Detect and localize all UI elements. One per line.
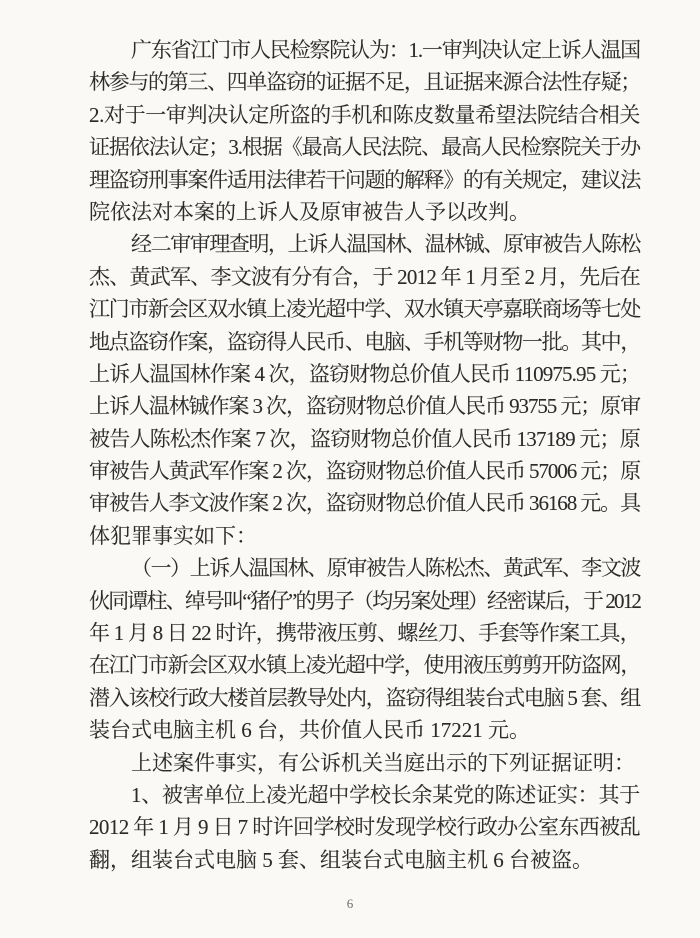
text-line	[89, 423, 640, 455]
text-line-content: 林参与的第三、四单盗窃的证据不足，且证据来源合法性存疑；	[89, 70, 640, 95]
paragraph	[89, 779, 640, 876]
text-line-content: 年 1 月 8 日 22 时许，携带液压剪、螺丝刀、手套等作案工具，	[89, 621, 640, 646]
text-line	[89, 649, 640, 681]
text-line	[89, 131, 640, 163]
text-line-content: 2.对于一审判决认定所盗的手机和陈皮数量希望法院结合相关	[89, 102, 640, 127]
text-line-content: （一）上诉人温国林、原审被告人陈松杰、黄武军、李文波	[131, 556, 640, 581]
text-line-content: 审被告人李文波作案 2 次，盗窃财物总价值人民币 36168 元。具	[89, 491, 640, 516]
text-line	[89, 455, 640, 487]
text-line-content: 伙同谭柱、绰号叫“猪仔”的男子（均另案处理）经密谋后，于 2012	[89, 588, 640, 613]
text-line	[89, 261, 640, 293]
text-line-content: 证据依法认定；3.根据《最高人民法院、最高人民检察院关于办	[89, 135, 640, 160]
text-line	[89, 196, 640, 228]
text-line-content: 在江门市新会区双水镇上凌光超中学，使用液压剪剪开防盗网，	[89, 653, 640, 678]
text-line	[89, 99, 640, 131]
text-line	[89, 811, 640, 843]
text-line-content: 上诉人温国林作案 4 次，盗窃财物总价值人民币 110975.95 元；	[89, 361, 641, 386]
text-line-content: 理盗窃刑事案件适用法律若干问题的解释》的有关规定，建议法	[89, 167, 640, 192]
text-line	[89, 358, 640, 390]
text-line-content: 1、被害单位上凌光超中学校长余某党的陈述证实：其于	[131, 782, 640, 807]
document-body	[89, 34, 640, 876]
text-line	[89, 714, 640, 746]
text-line-content: 上述案件事实，有公诉机关当庭出示的下列证据证明：	[131, 750, 635, 775]
paragraph	[89, 34, 640, 228]
text-line	[89, 779, 640, 811]
text-line-content: 装台式电脑主机 6 台，共价值人民币 17221 元。	[89, 718, 530, 743]
text-line-content: 经二审审理查明，上诉人温国林、温林铖、原审被告人陈松	[131, 232, 640, 257]
text-line	[89, 390, 640, 422]
text-line	[89, 34, 640, 66]
text-line	[89, 552, 640, 584]
text-line-content: 审被告人黄武军作案 2 次，盗窃财物总价值人民币 57006 元；原	[89, 459, 640, 484]
text-line	[89, 164, 640, 196]
text-line	[89, 520, 640, 552]
text-line-content: 翻，组装台式电脑 5 套、组装台式电脑主机 6 台被盗。	[89, 847, 593, 872]
text-line-content: 江门市新会区双水镇上凌光超中学、双水镇天亭嘉联商场等七处	[89, 297, 640, 322]
text-line	[89, 682, 640, 714]
text-line	[89, 326, 640, 358]
text-line-content: 院依法对本案的上诉人及原审被告人予以改判。	[89, 199, 530, 224]
text-line	[89, 747, 640, 779]
text-line-content: 上诉人温林铖作案 3 次，盗窃财物总价值人民币 93755 元；原审	[89, 394, 640, 419]
text-line	[89, 844, 640, 876]
text-line	[89, 66, 640, 98]
text-line-content: 广东省江门市人民检察院认为：1.一审判决认定上诉人温国	[131, 38, 640, 62]
text-line	[89, 487, 640, 519]
text-line-content: 被告人陈松杰作案 7 次，盗窃财物总价值人民币 137189 元；原	[89, 426, 640, 451]
page-number: 6	[346, 896, 354, 911]
paragraph	[89, 552, 640, 746]
text-line	[89, 228, 640, 260]
text-line	[89, 585, 640, 617]
text-line	[89, 617, 640, 649]
paragraph	[89, 747, 640, 779]
text-line-content: 2012 年 1 月 9 日 7 时许回学校时发现学校行政办公室东西被乱	[89, 815, 640, 840]
text-line-content: 杰、黄武军、李文波有分有合，于 2012 年 1 月至 2 月，先后在	[89, 264, 640, 289]
text-line-content: 潜入该校行政大楼首层教导处内，盗窃得组装台式电脑 5 套、组	[89, 685, 640, 710]
text-line-content: 体犯罪事实如下：	[89, 523, 257, 548]
paragraph	[89, 228, 640, 552]
text-line	[89, 293, 640, 325]
text-line-content: 地点盗窃作案，盗窃得人民币、电脑、手机等财物一批。其中，	[89, 329, 640, 354]
